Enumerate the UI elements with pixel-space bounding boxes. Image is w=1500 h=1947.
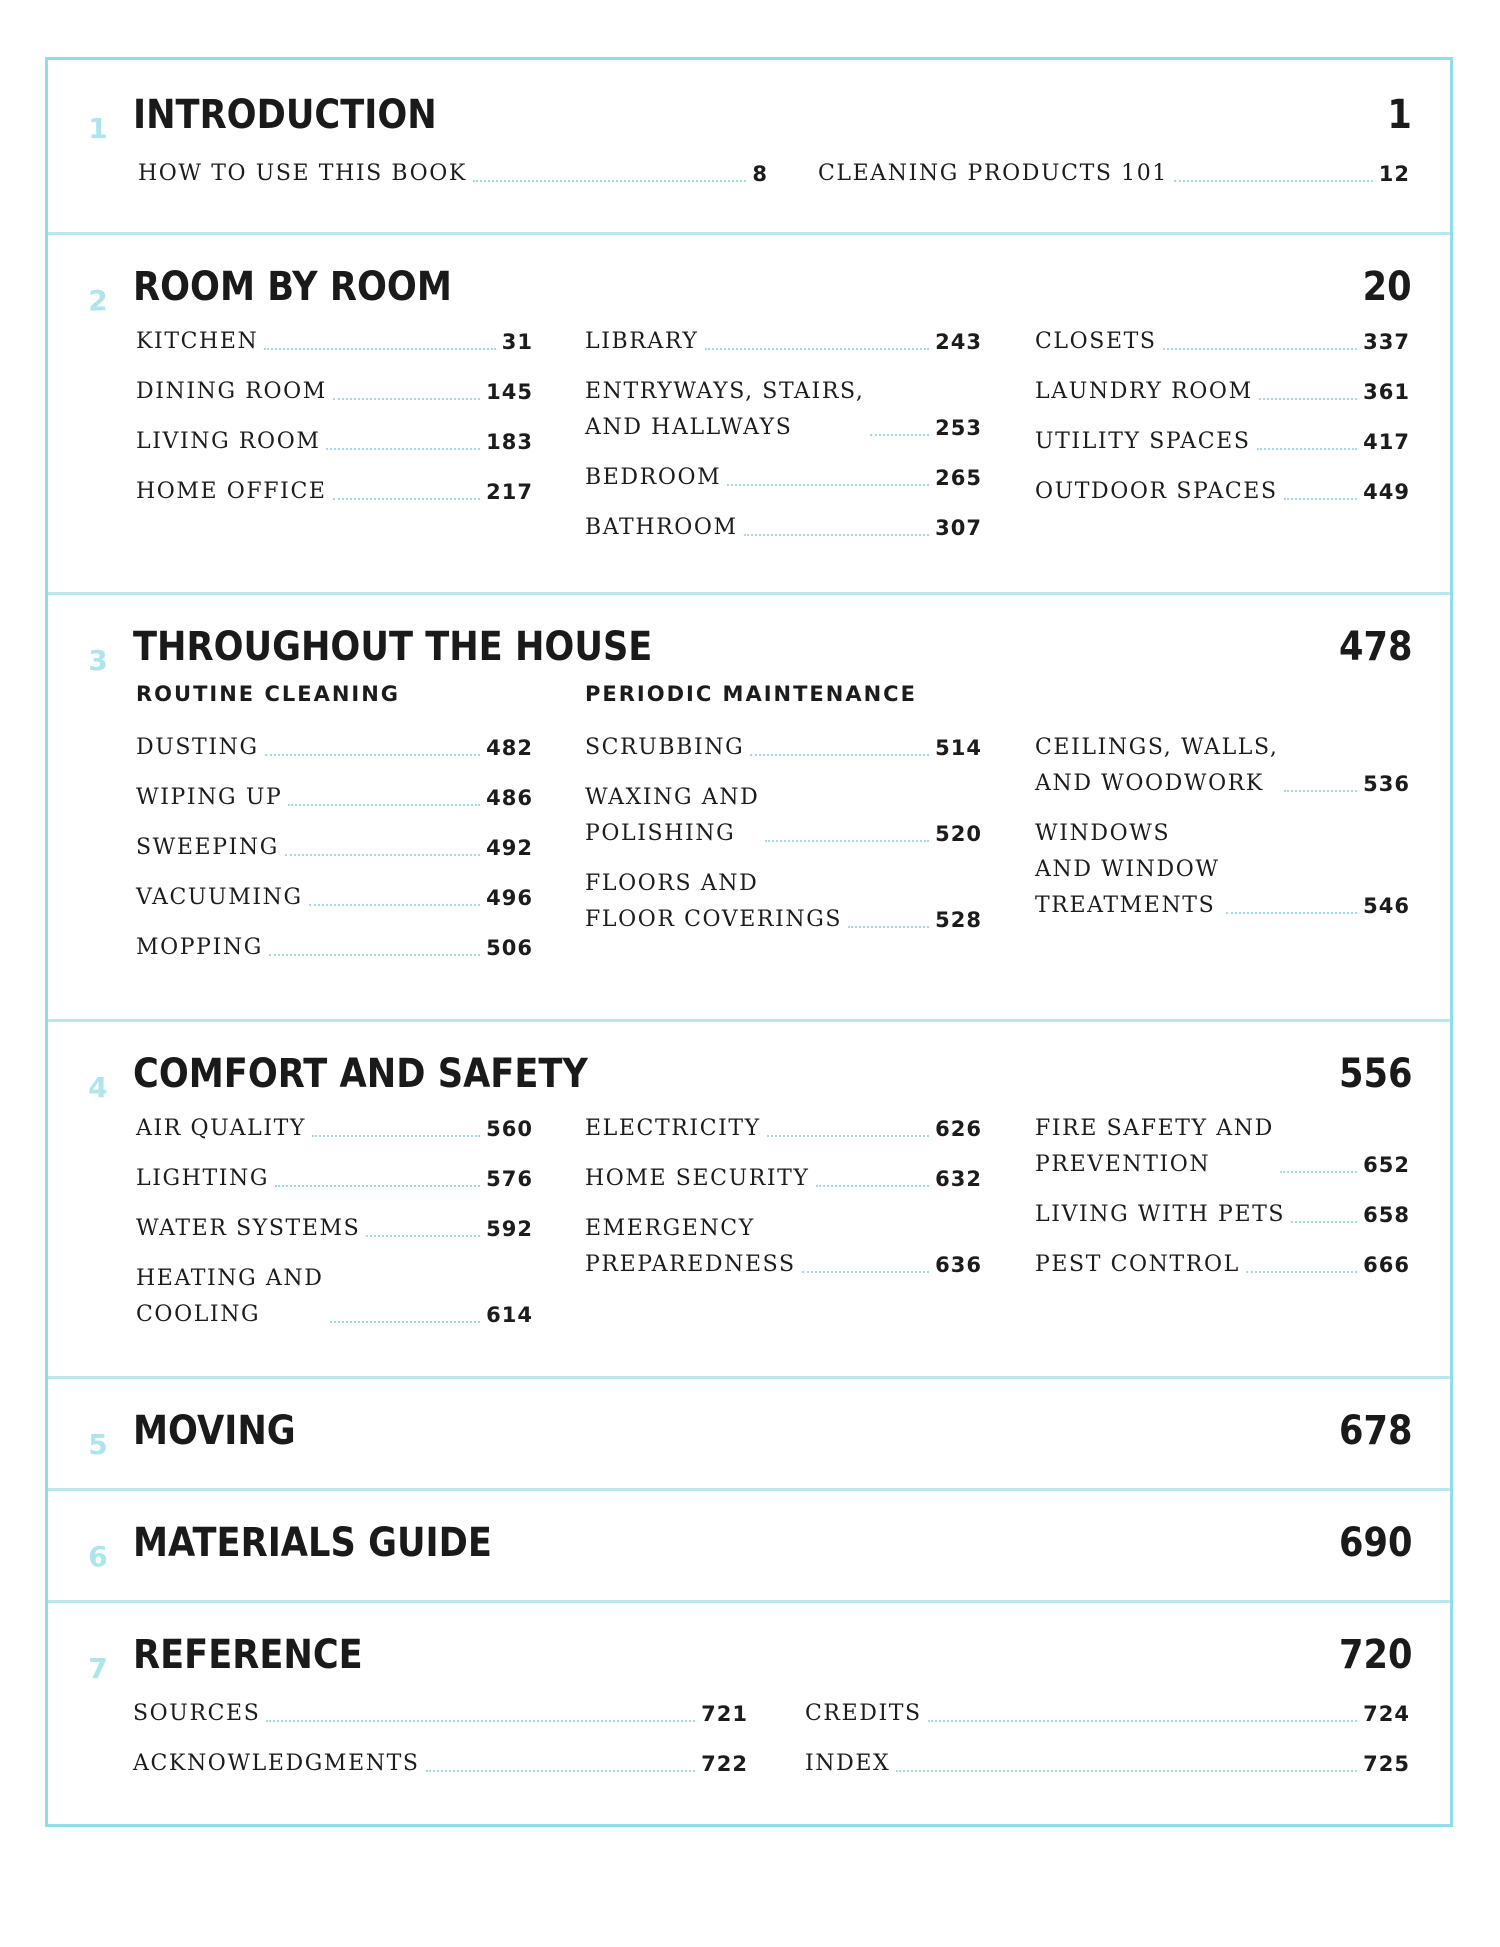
entry-label: DINING ROOM — [136, 379, 327, 404]
entry-page-number: 253 — [935, 416, 982, 440]
toc-entry[interactable] — [138, 156, 768, 192]
toc-entry[interactable] — [1035, 424, 1410, 460]
dot-leader — [705, 348, 930, 350]
dot-leader — [765, 840, 929, 842]
entry-label: HOME OFFICE — [136, 479, 327, 504]
entry-label: DUSTING — [136, 735, 259, 760]
section-number: 5 — [88, 1428, 108, 1461]
dot-leader — [473, 180, 746, 182]
entry-page-number: 486 — [486, 786, 533, 810]
entry-label: CEILINGS, WALLS, — [1035, 735, 1279, 760]
toc-entry[interactable] — [1035, 816, 1410, 924]
dot-leader — [848, 926, 929, 928]
subheading-routine-cleaning: ROUTINE CLEANING — [136, 682, 401, 706]
dot-leader — [288, 804, 480, 806]
dot-leader — [1246, 1271, 1357, 1273]
entry-label: HOW TO USE THIS BOOK — [138, 161, 467, 186]
toc-entry[interactable] — [136, 830, 533, 866]
entry-page-number: 626 — [935, 1117, 982, 1141]
entry-label: AND WINDOW — [1035, 857, 1220, 882]
entry-page-number: 666 — [1363, 1253, 1410, 1277]
section-title[interactable]: MOVING — [133, 1408, 296, 1454]
entry-label: AIR QUALITY — [136, 1116, 307, 1141]
toc-section-room-by-room — [48, 232, 1450, 595]
toc-entry[interactable] — [585, 374, 982, 446]
dot-leader — [1174, 180, 1373, 182]
toc-entry[interactable] — [133, 1746, 748, 1782]
dot-leader — [727, 484, 929, 486]
dot-leader — [1259, 398, 1357, 400]
entry-page-number: 8 — [752, 162, 768, 186]
entry-page-number: 632 — [935, 1167, 982, 1191]
dot-leader — [426, 1770, 696, 1772]
toc-section-throughout-the-house — [48, 592, 1450, 1022]
toc-entry[interactable] — [818, 156, 1410, 192]
entry-page-number: 722 — [701, 1752, 748, 1776]
section-title[interactable]: MATERIALS GUIDE — [133, 1520, 492, 1566]
entry-label: CREDITS — [805, 1701, 922, 1726]
section-page-number: 720 — [1338, 1632, 1412, 1678]
toc-entry[interactable] — [133, 1696, 748, 1732]
entry-page-number: 546 — [1363, 894, 1410, 918]
toc-entry[interactable] — [136, 1261, 533, 1333]
entry-label: SWEEPING — [136, 835, 279, 860]
entry-page-number: 536 — [1363, 772, 1410, 796]
entry-label: ELECTRICITY — [585, 1116, 761, 1141]
toc-entry[interactable] — [136, 730, 533, 766]
section-number: 3 — [88, 644, 108, 677]
toc-entry[interactable] — [585, 780, 982, 852]
entry-page-number: 725 — [1363, 1752, 1410, 1776]
entry-label: EMERGENCY — [585, 1216, 755, 1241]
entry-label: LIVING ROOM — [136, 429, 321, 454]
toc-entry[interactable] — [136, 1111, 533, 1147]
entry-page-number: 449 — [1363, 480, 1410, 504]
dot-leader — [1226, 912, 1358, 914]
section-page-number: 1 — [1387, 92, 1412, 138]
entry-page-number: 721 — [701, 1702, 748, 1726]
dot-leader — [312, 1135, 480, 1137]
toc-entry[interactable] — [585, 1161, 982, 1197]
entry-page-number: 307 — [935, 516, 982, 540]
toc-section-moving — [48, 1376, 1450, 1491]
entry-page-number: 560 — [486, 1117, 533, 1141]
dot-leader — [1284, 790, 1357, 792]
entry-label: HEATING AND — [136, 1266, 324, 1291]
toc-entry[interactable] — [136, 880, 533, 916]
dot-leader — [816, 1185, 930, 1187]
dot-leader — [928, 1720, 1357, 1722]
entry-page-number: 12 — [1378, 162, 1410, 186]
dot-leader — [309, 904, 481, 906]
toc-section-materials-guide — [48, 1488, 1450, 1603]
entry-label: SCRUBBING — [585, 735, 745, 760]
entry-label: FLOOR COVERINGS — [585, 907, 843, 932]
entry-label: LAUNDRY ROOM — [1035, 379, 1253, 404]
section-title[interactable]: INTRODUCTION — [133, 92, 437, 138]
toc-section-comfort-and-safety — [48, 1019, 1450, 1379]
dot-leader — [896, 1770, 1357, 1772]
entry-label: OUTDOOR SPACES — [1035, 479, 1278, 504]
toc-entry[interactable] — [136, 1211, 533, 1247]
entry-label: POLISHING — [585, 821, 736, 846]
toc-section-reference — [48, 1600, 1450, 1824]
toc-entry[interactable] — [585, 460, 982, 496]
section-number: 2 — [88, 284, 108, 317]
dot-leader — [1284, 498, 1358, 500]
entry-page-number: 145 — [486, 380, 533, 404]
entry-page-number: 337 — [1363, 330, 1410, 354]
entry-label: HOME SECURITY — [585, 1166, 810, 1191]
dot-leader — [750, 754, 929, 756]
entry-page-number: 514 — [935, 736, 982, 760]
section-page-number: 556 — [1338, 1051, 1412, 1097]
entry-label: PREPAREDNESS — [585, 1252, 796, 1277]
toc-section-introduction — [48, 60, 1450, 235]
section-number: 6 — [88, 1540, 108, 1573]
entry-label: LIBRARY — [585, 329, 699, 354]
entry-page-number: 506 — [486, 936, 533, 960]
dot-leader — [333, 398, 480, 400]
entry-label: MOPPING — [136, 935, 263, 960]
dot-leader — [275, 1185, 480, 1187]
dot-leader — [744, 534, 929, 536]
toc-entry[interactable] — [1035, 1197, 1410, 1233]
entry-label: PEST CONTROL — [1035, 1252, 1240, 1277]
section-number: 4 — [88, 1071, 108, 1104]
entry-page-number: 614 — [486, 1303, 533, 1327]
entry-page-number: 243 — [935, 330, 982, 354]
entry-page-number: 636 — [935, 1253, 982, 1277]
entry-label: UTILITY SPACES — [1035, 429, 1251, 454]
dot-leader — [1291, 1221, 1357, 1223]
toc-entry[interactable] — [585, 324, 982, 360]
entry-label: FIRE SAFETY AND — [1035, 1116, 1274, 1141]
dot-leader — [870, 434, 929, 436]
toc-entry[interactable] — [585, 1111, 982, 1147]
toc-entry[interactable] — [136, 1161, 533, 1197]
section-page-number: 690 — [1338, 1520, 1412, 1566]
section-page-number: 678 — [1338, 1408, 1412, 1454]
section-page-number: 20 — [1363, 264, 1412, 310]
toc-entry[interactable] — [136, 780, 533, 816]
entry-label: BEDROOM — [585, 465, 722, 490]
entry-page-number: 528 — [935, 908, 982, 932]
entry-label: CLEANING PRODUCTS 101 — [818, 161, 1168, 186]
entry-page-number: 520 — [935, 822, 982, 846]
dot-leader — [333, 498, 481, 500]
entry-label: KITCHEN — [136, 329, 259, 354]
toc-entry[interactable] — [136, 374, 533, 410]
entry-label: WIPING UP — [136, 785, 283, 810]
dot-leader — [330, 1321, 481, 1323]
entry-page-number: 265 — [935, 466, 982, 490]
entry-label: WAXING AND — [585, 785, 760, 810]
entry-page-number: 724 — [1363, 1702, 1410, 1726]
entry-label: ENTRYWAYS, STAIRS, — [585, 379, 865, 404]
section-number: 1 — [88, 112, 108, 145]
entry-label: INDEX — [805, 1751, 891, 1776]
dot-leader — [1280, 1171, 1357, 1173]
entry-label: ACKNOWLEDGMENTS — [133, 1751, 420, 1776]
dot-leader — [264, 348, 495, 350]
entry-label: SOURCES — [133, 1701, 261, 1726]
toc-entry[interactable] — [1035, 730, 1410, 802]
dot-leader — [767, 1135, 929, 1137]
section-title[interactable]: THROUGHOUT THE HOUSE — [133, 624, 653, 670]
entry-page-number: 652 — [1363, 1153, 1410, 1177]
entry-label: VACUUMING — [136, 885, 303, 910]
entry-label: PREVENTION — [1035, 1152, 1211, 1177]
entry-label: AND HALLWAYS — [585, 415, 793, 440]
entry-label: AND WOODWORK — [1035, 771, 1264, 796]
dot-leader — [326, 448, 480, 450]
entry-label: WINDOWS — [1035, 821, 1171, 846]
table-of-contents — [45, 57, 1453, 1827]
toc-entry[interactable] — [136, 930, 533, 966]
entry-page-number: 496 — [486, 886, 533, 910]
toc-entry[interactable] — [1035, 1111, 1410, 1183]
section-title[interactable]: COMFORT AND SAFETY — [133, 1051, 588, 1097]
toc-entry[interactable] — [585, 510, 982, 546]
toc-entry[interactable] — [1035, 324, 1410, 360]
entry-page-number: 183 — [486, 430, 533, 454]
dot-leader — [266, 1720, 695, 1722]
dot-leader — [285, 854, 480, 856]
entry-page-number: 217 — [486, 480, 533, 504]
entry-label: FLOORS AND — [585, 871, 759, 896]
toc-entry[interactable] — [1035, 1247, 1410, 1283]
entry-label: LIGHTING — [136, 1166, 270, 1191]
toc-entry[interactable] — [136, 424, 533, 460]
toc-entry[interactable] — [585, 866, 982, 938]
entry-page-number: 658 — [1363, 1203, 1410, 1227]
entry-label: COOLING — [136, 1302, 261, 1327]
entry-label: BATHROOM — [585, 515, 738, 540]
toc-entry[interactable] — [585, 1211, 982, 1283]
section-title[interactable]: REFERENCE — [133, 1632, 363, 1678]
entry-page-number: 592 — [486, 1217, 533, 1241]
entry-page-number: 492 — [486, 836, 533, 860]
entry-page-number: 417 — [1363, 430, 1410, 454]
dot-leader — [802, 1271, 930, 1273]
dot-leader — [1163, 348, 1358, 350]
toc-entry[interactable] — [136, 474, 533, 510]
entry-page-number: 31 — [501, 330, 533, 354]
entry-page-number: 361 — [1363, 380, 1410, 404]
toc-entry[interactable] — [1035, 374, 1410, 410]
entry-label: LIVING WITH PETS — [1035, 1202, 1286, 1227]
section-title[interactable]: ROOM BY ROOM — [133, 264, 452, 310]
subheading-periodic-maintenance: PERIODIC MAINTENANCE — [585, 682, 917, 706]
toc-entry[interactable] — [1035, 474, 1410, 510]
entry-label: TREATMENTS — [1035, 893, 1216, 918]
entry-page-number: 482 — [486, 736, 533, 760]
dot-leader — [269, 954, 480, 956]
section-page-number: 478 — [1338, 624, 1412, 670]
dot-leader — [366, 1235, 480, 1237]
entry-page-number: 576 — [486, 1167, 533, 1191]
toc-entry[interactable] — [805, 1696, 1410, 1732]
dot-leader — [265, 754, 481, 756]
entry-label: WATER SYSTEMS — [136, 1216, 361, 1241]
toc-entry[interactable] — [805, 1746, 1410, 1782]
toc-entry[interactable] — [585, 730, 982, 766]
dot-leader — [1257, 448, 1358, 450]
section-number: 7 — [88, 1652, 108, 1685]
entry-label: CLOSETS — [1035, 329, 1157, 354]
toc-entry[interactable] — [136, 324, 533, 360]
